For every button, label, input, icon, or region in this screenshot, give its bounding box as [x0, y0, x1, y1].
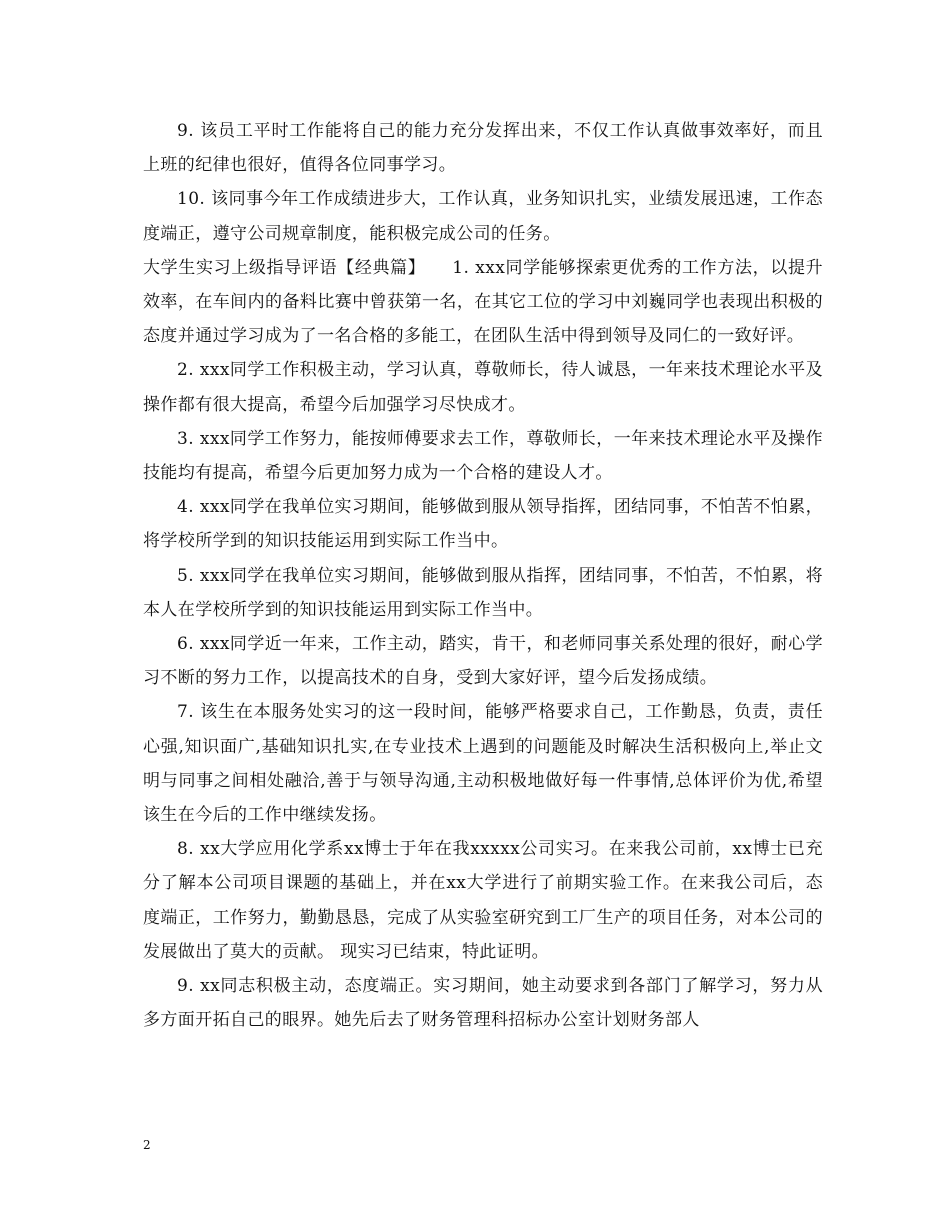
- paragraph-item-8: 8. xx大学应用化学系xx博士于年在我xxxxx公司实习。在来我公司前，xx博士已充分了解本公司项目课题的基础上，并在xx大学进行了前期实验工作。在来我公司后，态度端正，工作努力，勤勤恳恳，完成了从实验室研究到工厂生产的项目任务，对本公司的发展做出了莫大的贡献。 现实习已结束，特此证明。: [143, 839, 823, 962]
- page-number: 2: [143, 1138, 151, 1152]
- paragraph-item-10-colleague: 10. 该同事今年工作成绩进步大，工作认真，业务知识扎实，业绩发展迅速，工作态度端正，遵守公司规章制度，能积极完成公司的任务。: [143, 189, 823, 244]
- paragraph-item-4: 4. xxx同学在我单位实习期间，能够做到服从领导指挥，团结同事，不怕苦不怕累，将学校所学到的知识技能运用到实际工作当中。: [143, 497, 823, 552]
- paragraph-item-5: 5. xxx同学在我单位实习期间，能够做到服从指挥，团结同事，不怕苦，不怕累，将本人在学校所学到的知识技能运用到实际工作当中。: [143, 565, 823, 620]
- paragraph-item-3: 3. xxx同学工作努力，能按师傅要求去工作，尊敬师长，一年来技术理论水平及操作技能均有提高，希望今后更加努力成为一个合格的建设人才。: [143, 428, 823, 484]
- paragraph-item-9-intern: 9. xx同志积极主动，态度端正。实习期间，她主动要求到各部门了解学习，努力从多方面开拓自己的眼界。她先后去了财务管理科招标办公室计划财务部人: [143, 976, 823, 1031]
- paragraph-item-7: 7. 该生在本服务处实习的这一段时间，能够严格要求自己，工作勤恳，负责，责任心强,知识面广,基础知识扎实,在专业技术上遇到的问题能及时解决生活积极向上,举止文明与同事之间相处融洽,善于与领导沟通,主动积极地做好每一件事情,总体评价为优,希望该生在今后的工作中继续发扬。: [143, 702, 823, 826]
- paragraph-item-2: 2. xxx同学工作积极主动，学习认真，尊敬师长，待人诚恳，一年来技术理论水平及操作都有很大提高，希望今后加强学习尽快成才。: [143, 360, 823, 415]
- section-heading-paragraph: 大学生实习上级指导评语【经典篇】 1. xxx同学能够探索更优秀的工作方法，以提升效率，在车间内的备料比赛中曾获第一名，在其它工位的学习中刘巍同学也表现出积极的态度并通过学习成为了一名合格的多能工，在团队生活中得到领导及同仁的一致好评。: [143, 257, 823, 347]
- document-body: [143, 114, 823, 1037]
- paragraph-item-9-employee: 9. 该员工平时工作能将自己的能力充分发挥出来，不仅工作认真做事效率好，而且上班的纪律也很好，值得各位同事学习。: [143, 121, 823, 176]
- paragraph-item-6: 6. xxx同学近一年来，工作主动，踏实，肯干，和老师同事关系处理的很好，耐心学习不断的努力工作，以提高技术的自身，受到大家好评，望今后发扬成绩。: [143, 634, 823, 689]
